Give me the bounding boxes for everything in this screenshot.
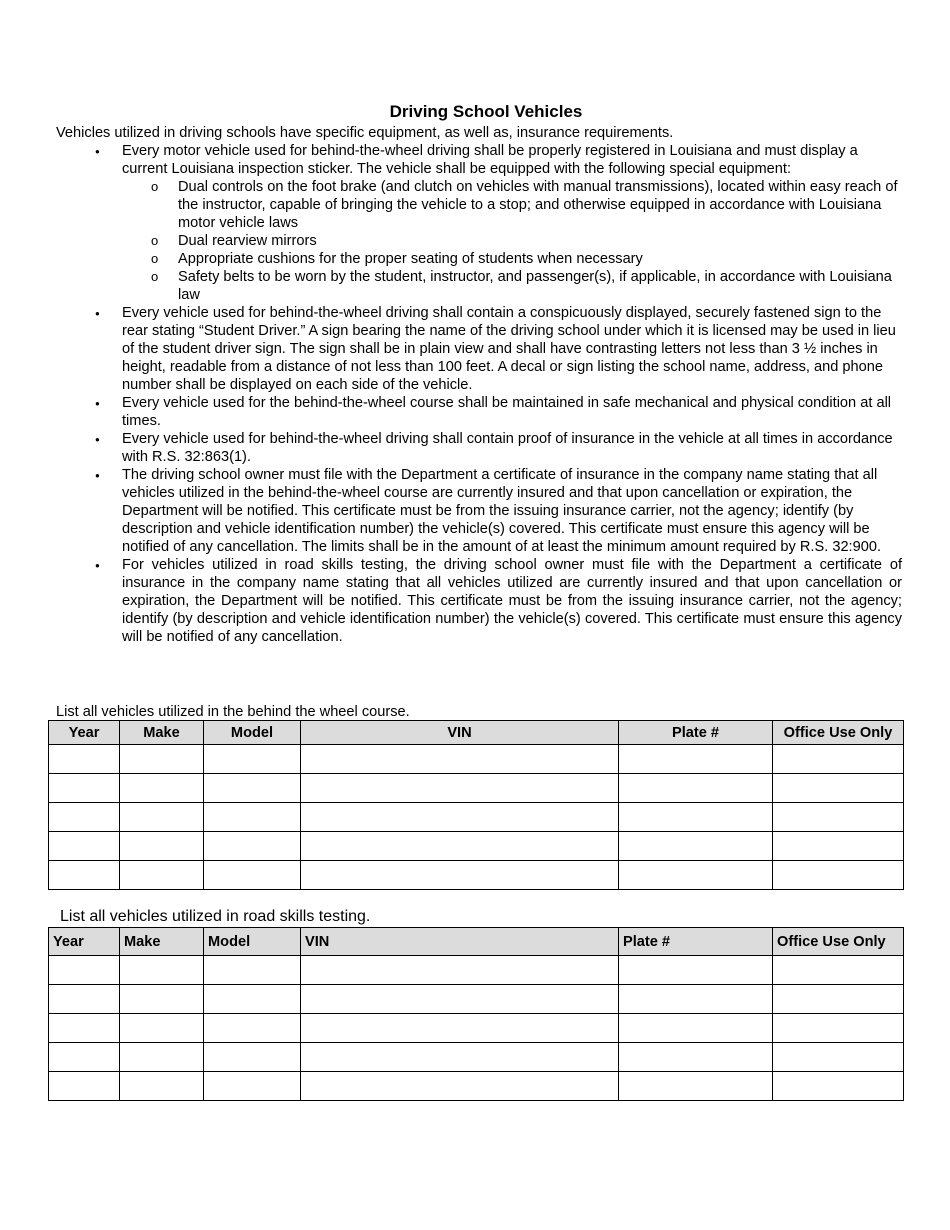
office-use-cell[interactable] [773,1043,904,1072]
office-use-cell[interactable] [773,832,904,861]
table-row [49,861,904,890]
plate-cell[interactable] [619,832,773,861]
equipment-list [122,178,902,304]
table-row [49,1072,904,1101]
plate-cell[interactable] [619,803,773,832]
page-title: Driving School Vehicles [389,102,583,121]
year-cell[interactable] [49,861,120,890]
intro-text: Vehicles utilized in driving schools have specific equipment, as well as, insurance requirements. [56,125,674,141]
table-row [49,832,904,861]
plate-cell[interactable] [619,861,773,890]
header-vin: VIN [301,721,619,745]
office-use-cell[interactable] [773,745,904,774]
behind-wheel-vehicles-table [48,720,904,890]
office-use-cell[interactable] [773,803,904,832]
list-item: o Dual controls on the foot brake (and clutch on vehicles with manual transmissions), located within easy reach of the instructor, capable of bringing the vehicle to a stop; and otherwise equipped in accordance with Louisiana motor vehicle laws [178,178,902,232]
make-cell[interactable] [120,956,204,985]
plate-cell[interactable] [619,774,773,803]
header-make: Make [120,928,204,956]
year-cell[interactable] [49,1043,120,1072]
vin-cell[interactable] [301,745,619,774]
year-cell[interactable] [49,956,120,985]
vin-cell[interactable] [301,1014,619,1043]
model-cell[interactable] [204,745,301,774]
header-year: Year [49,928,120,956]
plate-cell[interactable] [619,985,773,1014]
header-model: Model [204,721,301,745]
header-year: Year [49,721,120,745]
vin-cell[interactable] [301,985,619,1014]
list-item: o Dual rearview mirrors [178,232,902,250]
table-row [49,745,904,774]
requirements-list [122,142,902,646]
office-use-cell[interactable] [773,956,904,985]
year-cell[interactable] [49,1072,120,1101]
make-cell[interactable] [120,861,204,890]
header-plate: Plate # [619,928,773,956]
plate-cell[interactable] [619,956,773,985]
list-item: ● The driving school owner must file with the Department a certificate of insurance in the company name stating that all vehicles utilized in the behind-the-wheel course are currently insured and that upon cancellation or expiration, the Department will be notified. This certificate must be from the issuing insurance carrier, not the agency; identify (by description and vehicle identification number) the vehicle(s) covered. This certificate must ensure this agency will be notified of any cancellation. The limits shall be in the amount of at least the minimum amount required by R.S. 32:900. [122,466,902,556]
office-use-cell[interactable] [773,861,904,890]
model-cell[interactable] [204,1072,301,1101]
vin-cell[interactable] [301,1043,619,1072]
header-vin: VIN [301,928,619,956]
vin-cell[interactable] [301,774,619,803]
model-cell[interactable] [204,832,301,861]
table-row [49,956,904,985]
road-skills-vehicles-table [48,927,904,1101]
office-use-cell[interactable] [773,1072,904,1101]
vin-cell[interactable] [301,832,619,861]
header-office-use: Office Use Only [773,721,904,745]
plate-cell[interactable] [619,1043,773,1072]
list-item: ● For vehicles utilized in road skills testing, the driving school owner must file with the Department a certificate of insurance in the company name stating that all vehicles utilized are currently insured and that upon cancellation or expiration, the Department will be notified. This certificate must be from the issuing insurance carrier, not the agency; identify (by description and vehicle identification number) the vehicle(s) covered. This certificate must ensure this agency will be notified of any cancellation. [122,556,902,646]
table-row [49,985,904,1014]
header-model: Model [204,928,301,956]
plate-cell[interactable] [619,1014,773,1043]
list-item: ● Every motor vehicle used for behind-the-wheel driving shall be properly registered in Louisiana and must display a current Louisiana inspection sticker. The vehicle shall be equipped with the following special equipment: o Dual controls on the foot brake (and clutch on vehicles with manual transmissions), located within easy reach of the instructor, capable of bringing the vehicle to a stop; and otherwise equipped in accordance with Louisiana motor vehicle laws o Dual rearview mirrors o Appropriate cushions for the proper seating of students when necessary o Safety belts to be worn by the student, instructor, and passenger(s), if applicable, in accordance with Louisiana law [122,142,902,304]
office-use-cell[interactable] [773,1014,904,1043]
table-row [49,774,904,803]
table-header-row [49,721,904,745]
model-cell[interactable] [204,985,301,1014]
year-cell[interactable] [49,1014,120,1043]
year-cell[interactable] [49,985,120,1014]
year-cell[interactable] [49,745,120,774]
list-item: ● Every vehicle used for behind-the-wheel driving shall contain proof of insurance in the vehicle at all times in accordance with R.S. 32:863(1). [122,430,902,466]
list-item: o Safety belts to be worn by the student, instructor, and passenger(s), if applicable, in accordance with Louisiana law [178,268,902,304]
plate-cell[interactable] [619,1072,773,1101]
make-cell[interactable] [120,1043,204,1072]
office-use-cell[interactable] [773,774,904,803]
year-cell[interactable] [49,803,120,832]
year-cell[interactable] [49,774,120,803]
vin-cell[interactable] [301,956,619,985]
year-cell[interactable] [49,832,120,861]
office-use-cell[interactable] [773,985,904,1014]
list-item: o Appropriate cushions for the proper seating of students when necessary [178,250,902,268]
header-make: Make [120,721,204,745]
vin-cell[interactable] [301,861,619,890]
list-item: ● Every vehicle used for the behind-the-wheel course shall be maintained in safe mechanical and physical condition at all times. [122,394,902,430]
table-row [49,1043,904,1072]
model-cell[interactable] [204,861,301,890]
table-row [49,1014,904,1043]
vin-cell[interactable] [301,1072,619,1101]
make-cell[interactable] [120,803,204,832]
make-cell[interactable] [120,745,204,774]
table2-caption: List all vehicles utilized in road skills testing. [60,908,371,925]
list-item: ● Every vehicle used for behind-the-wheel driving shall contain a conspicuously displayed, securely fastened sign to the rear stating “Student Driver.” A sign bearing the name of the driving school under which it is licensed may be used in lieu of the student driver sign. The sign shall be in plain view and shall have contrasting letters not less than 3 ½ inches in height, readable from a distance of not less than 100 feet. A decal or sign listing the school name, address, and phone number shall be displayed on each side of the vehicle. [122,304,902,394]
header-plate: Plate # [619,721,773,745]
table-header-row [49,928,904,956]
make-cell[interactable] [120,774,204,803]
header-office-use: Office Use Only [773,928,904,956]
make-cell[interactable] [120,1072,204,1101]
model-cell[interactable] [204,1043,301,1072]
model-cell[interactable] [204,803,301,832]
model-cell[interactable] [204,774,301,803]
model-cell[interactable] [204,1014,301,1043]
plate-cell[interactable] [619,745,773,774]
vin-cell[interactable] [301,803,619,832]
make-cell[interactable] [120,1014,204,1043]
table1-caption: List all vehicles utilized in the behind the wheel course. [56,704,410,720]
model-cell[interactable] [204,956,301,985]
make-cell[interactable] [120,985,204,1014]
make-cell[interactable] [120,832,204,861]
table-row [49,803,904,832]
